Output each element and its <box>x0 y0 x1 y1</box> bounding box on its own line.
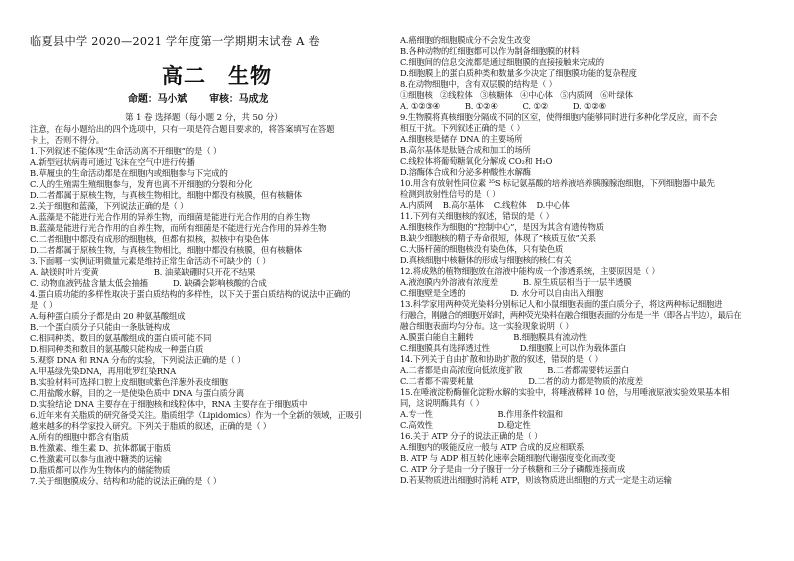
reviewer-label: 审核：马成龙 <box>209 94 269 105</box>
text-line: B.蓝藻是能进行光合作用的自养生物，而所有细菌是不能进行光合作用的异养生物 <box>30 223 327 233</box>
text-line: 7.关于细胞膜成分、结构和功能的说法正确的是（ ） <box>30 476 222 486</box>
text-line: C. ATP 分子是由一分子腺苷一分子核糖和三分子磷酸连接而成 <box>400 464 626 474</box>
text-line: 6.近年来有关脂质的研究备受关注。脂质组学（Lipidomics）作为一个全新的领域，正吸引 <box>30 410 363 420</box>
text-line: D.细胞膜上的蛋白质种类和数量多少决定了细胞膜功能的复杂程度 <box>400 68 637 78</box>
text-line: 4.蛋白质功能的多样性取决于蛋白质结构的多样性，以下关于蛋白质结构的说法中正确的 <box>30 289 351 299</box>
text-line: 12.将成熟的植物细胞放在溶液中能构成一个渗透系统，主要原因是（ ） <box>400 266 660 276</box>
text-line: C.二者都不需要耗量 D.二者的动力都是物质的浓度差 <box>400 376 643 386</box>
text-line: C.用盐酸水解，目的之一是使染色质中 DNA 与蛋白质分离 <box>30 388 245 398</box>
text-line: C.线粒体将葡萄糖氧化分解成 CO₂和 H₂O <box>400 156 553 166</box>
text-line: 是（ ） <box>30 300 58 310</box>
text-line: 2.关于细胞和蓝藻，下列说法正确的是（ ） <box>30 201 189 211</box>
text-line: 8.在动物细胞中，含有双层膜的结构是（ ） <box>400 79 557 89</box>
text-line: A.新型冠状病毒可通过飞沫在空气中进行传播 <box>30 157 195 167</box>
school-title: 临夏县中学 2020—2021 学年度第一学期期末试卷 A 卷 <box>30 35 320 48</box>
text-line: 3.下面哪一实例证明微量元素是维持正常生命活动不可缺少的（ ） <box>30 256 271 266</box>
text-line: B.缺少细胞核的精子寿命很短，体现了“核质互依”关系 <box>400 233 596 243</box>
text-line: 越来越多的科学家投入研究。下列关于脂质的叙述，正确的是（ ） <box>30 421 272 431</box>
text-line: C.性激素可以参与血液中糖类的运输 <box>30 454 162 464</box>
text-line: D.二者都属于原核生物，与真核生物相比，细胞中都没有核膜，但有核糖体 <box>30 245 302 255</box>
text-line: D.溶酶体合成和分泌多种酸性水解酶 <box>400 167 531 177</box>
text-line: A.细胞核是储存 DNA 的主要场所 <box>400 134 523 144</box>
text-line: 16.关于 ATP 分子的说法正确的是（ ） <box>400 431 543 441</box>
text-line: 11.下列有关细胞核的叙述，错误的是（ ） <box>400 211 554 221</box>
text-line: 5.观察 DNA 和 RNA 分布的实验，下列说法正确的是（ ） <box>30 355 246 365</box>
text-line: 注意，在每小题给出的四个选项中，只有一项是符合题目要求的，将答案填写在答题 <box>30 124 335 134</box>
text-line: C.相同种类、数目的氨基酸组成的蛋白质可能不同 <box>30 333 212 343</box>
text-line: A.专一性 B.作用条件较温和 <box>400 409 563 419</box>
text-line: B.实验材料可选择口腔上皮细胞或紫色洋葱外表皮细胞 <box>30 377 228 387</box>
text-line: B.性激素、维生素 D、抗体都属于脂质 <box>30 443 171 453</box>
text-line: A.蓝藻是不能进行光合作用的异养生物，而细菌是能进行光合作用的自养生物 <box>30 212 310 222</box>
text-line: C.二者细胞中都没有成形的细胞核，但都有拟核，拟核中有染色体 <box>30 234 269 244</box>
text-line: A. 缺镁时叶片变黄 B. 油菜缺硼时只开花不结果 <box>30 267 256 277</box>
text-line: D.真核细胞中核糖体的形成与细胞核的核仁有关 <box>400 255 572 265</box>
text-line: B.各种动物的红细胞都可以作为制备细胞膜的材料 <box>400 46 580 56</box>
credits-line <box>128 93 268 106</box>
text-line: D.实验结论 DNA 主要存在于细胞核和线粒体中，RNA 主要存在于细胞质中 <box>30 399 308 409</box>
text-line: A.内质网 B.高尔基体 C.线粒体 D.中心体 <box>400 200 570 210</box>
text-line: C.细胞间的信息交流都是通过细胞膜的直接接触来完成的 <box>400 57 604 67</box>
text-line: C.细胞壁是全透的 D. 水分可以自由出入细胞 <box>400 288 603 298</box>
text-line: B.草履虫的生命活动都是在细胞内或细胞参与下完成的 <box>30 168 228 178</box>
text-line: 同，这说明酶具有（ ） <box>400 398 484 408</box>
text-line: C.细胞膜具有选择透过性 D.细胞膜上可以作为载体蛋白 <box>400 343 627 353</box>
grade-label: 高二 <box>162 63 206 88</box>
section-heading: 第 1 卷 选择题（每小题 2 分，共 50 分） <box>125 113 283 123</box>
text-line: C.高效性 D.稳定性 <box>400 420 531 430</box>
text-line: C.人的生殖需生殖细胞参与，发育也离不开细胞的分裂和分化 <box>30 179 253 189</box>
text-line: 行融合，刚融合的细胞开始时，两种荧光染料在融合细胞表面的分布是一半（即各占半边），最后在 <box>400 310 742 320</box>
text-line: B.一个蛋白质分子只能由一条肽链构成 <box>30 322 171 332</box>
text-line: 1.下列叙述不能体现“生命活动离不开细胞”的是（ ） <box>30 146 222 156</box>
text-line: A.癌细胞的细胞膜成分不会发生改变 <box>400 35 531 45</box>
text-line: 13.科学家用两种荧光染料分别标记人和小鼠细胞表面的蛋白质分子，将这两种标记细胞进 <box>400 299 723 309</box>
text-line: B. ATP 与 ADP 相互转化速率会随细胞代谢强度变化而改变 <box>400 453 616 463</box>
text-line: ①细胞核 ②线粒体 ③核糖体 ④中心体 ⑤内质网 ⑥叶绿体 <box>400 90 633 100</box>
text-line: 10.用含有放射性同位素 ³⁵S 标记氨基酸的培养液培养胰腺腺泡细胞，下列细胞器中最先 <box>400 178 715 188</box>
text-line: D.脂质都可以作为生物体内的储能物质 <box>30 465 171 475</box>
text-line: A.细胞内的吸能反应一般与 ATP 合成的反应相联系 <box>400 442 585 452</box>
subject-label: 生物 <box>228 63 272 88</box>
text-line: A.液泡膜内外溶液有浓度差 B. 原生质层相当于一层半透膜 <box>400 277 632 287</box>
author-label: 命题：马小斌 <box>128 94 188 105</box>
text-line: D.相同种类和数目的氨基酸只能构成一种蛋白质 <box>30 344 204 354</box>
text-line: C.大肠杆菌的细胞核没有染色体，只有染色质 <box>400 244 564 254</box>
text-line: 15.在唾液淀粉酶催化淀粉水解的实验中，将唾液稀释 10 倍，与用唾液原液实验效果基本相 <box>400 387 730 397</box>
text-line: A.每种蛋白质分子都是由 20 种氨基酸组成 <box>30 311 186 321</box>
text-line: 9.生物膜将真核细胞分隔成不同的区室，使得细胞内能够同时进行多种化学反应，而不会 <box>400 112 718 122</box>
text-line: D.二者都属于原核生物，与真核生物相比，细胞中都没有核膜，但有核糖体 <box>30 190 302 200</box>
subject-title <box>162 64 272 88</box>
text-line: A.甲基绿先染DNA，再用吡罗红染RNA <box>30 366 176 376</box>
text-line: D.若某物质进出细胞时消耗 ATP，则该物质进出细胞的方式一定是主动运输 <box>400 475 672 485</box>
text-line: 检测到放射性信号的是（ ） <box>400 189 501 199</box>
text-line: 卡上，否则不得分。 <box>30 135 105 145</box>
text-line: A.二者都是由高浓度向低浓度扩散 B.二者都需要转运蛋白 <box>400 365 630 375</box>
text-line: 融合细胞表面均匀分布。这一实验现象说明（ ） <box>400 321 574 331</box>
text-line: C. 动物血液钙盐含量太低会抽搐 D. 缺磷会影响核酸的合成 <box>30 278 267 288</box>
text-line: A.所有的细胞中都含有脂质 <box>30 432 129 442</box>
text-line: 相互干扰。下列叙述正确的是（ ） <box>400 123 525 133</box>
text-line: A. ①②③④ B. ①②④ C. ①② D. ①②⑥ <box>400 101 606 111</box>
text-line: A.细胞核作为细胞的“控制中心”，是因为其含有遗传物质 <box>400 222 604 232</box>
text-line: 14.下列关于自由扩散和协助扩散的叙述，错误的是（ ） <box>400 354 603 364</box>
text-line: A.膜蛋白能自主翻转 B.细胞膜具有流动性 <box>400 332 587 342</box>
text-line: B.高尔基体是肽链合成和加工的场所 <box>400 145 531 155</box>
